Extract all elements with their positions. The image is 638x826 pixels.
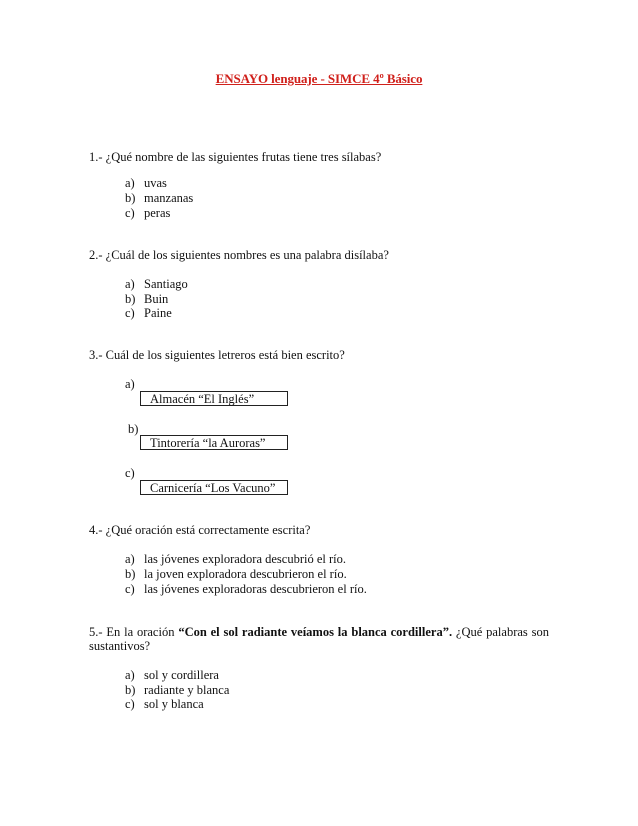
sign-box-b: Tintorería “la Auroras” <box>140 435 288 450</box>
question-5-option-a <box>125 668 219 683</box>
option-label: a) <box>125 176 135 190</box>
question-2-text: 2.- ¿Cuál de los siguientes nombres es una palabra disílaba? <box>89 248 389 262</box>
option-text: radiante y blanca <box>144 683 230 697</box>
option-label: b) <box>125 567 136 581</box>
question-2-option-b <box>125 292 168 307</box>
question-3-text: 3.- Cuál de los siguientes letreros está bien escrito? <box>89 348 345 362</box>
question-5-suffix: ¿Qué palabras son <box>452 625 549 639</box>
question-1-text: 1.- ¿Qué nombre de las siguientes frutas tiene tres sílabas? <box>89 150 382 164</box>
question-1-option-a <box>125 176 167 191</box>
question-1-option-c <box>125 206 170 221</box>
option-text: las jóvenes exploradoras descubrieron el río. <box>144 582 367 596</box>
option-label: b) <box>125 292 136 306</box>
question-4-text: 4.- ¿Qué oración está correctamente escrita? <box>89 523 311 537</box>
sign-box-a: Almacén “El Inglés” <box>140 391 288 406</box>
question-3-option-b-label: b) <box>128 422 139 436</box>
question-4-option-b <box>125 567 347 582</box>
option-text: la joven exploradora descubrieron el río. <box>144 567 347 581</box>
question-4-option-a <box>125 552 346 567</box>
question-3-option-c-label: c) <box>125 466 135 480</box>
question-5-option-b <box>125 683 229 698</box>
option-text: Paine <box>144 306 172 320</box>
question-5-text <box>89 625 549 640</box>
option-label: b) <box>125 683 136 697</box>
document-title: ENSAYO lenguaje - SIMCE 4º Básico <box>215 71 423 86</box>
option-label: c) <box>125 582 135 596</box>
question-2-option-a <box>125 277 188 292</box>
option-text: sol y cordillera <box>144 668 219 682</box>
question-2-option-c <box>125 306 172 321</box>
question-5-option-c <box>125 697 204 712</box>
question-4-option-c <box>125 582 367 597</box>
option-text: uvas <box>144 176 167 190</box>
question-3-option-a-label: a) <box>125 377 135 391</box>
option-label: c) <box>125 206 135 220</box>
option-label: c) <box>125 306 135 320</box>
option-text: Santiago <box>144 277 188 291</box>
option-label: a) <box>125 277 135 291</box>
option-text: manzanas <box>144 191 194 205</box>
option-text: peras <box>144 206 171 220</box>
option-text: sol y blanca <box>144 697 204 711</box>
option-text: las jóvenes exploradora descubrió el río. <box>144 552 347 566</box>
question-5-text-line2: sustantivos? <box>89 639 151 653</box>
option-label: a) <box>125 668 135 682</box>
option-text: Buin <box>144 292 169 306</box>
option-label: b) <box>125 191 136 205</box>
question-1-option-b <box>125 191 193 206</box>
option-label: a) <box>125 552 135 566</box>
option-label: c) <box>125 697 135 711</box>
question-5-prefix: 5.- En la oración <box>89 625 179 639</box>
sign-box-c: Carnicería “Los Vacuno” <box>140 480 288 495</box>
question-5-quote: “Con el sol radiante veíamos la blanca cordillera”. <box>178 625 453 639</box>
